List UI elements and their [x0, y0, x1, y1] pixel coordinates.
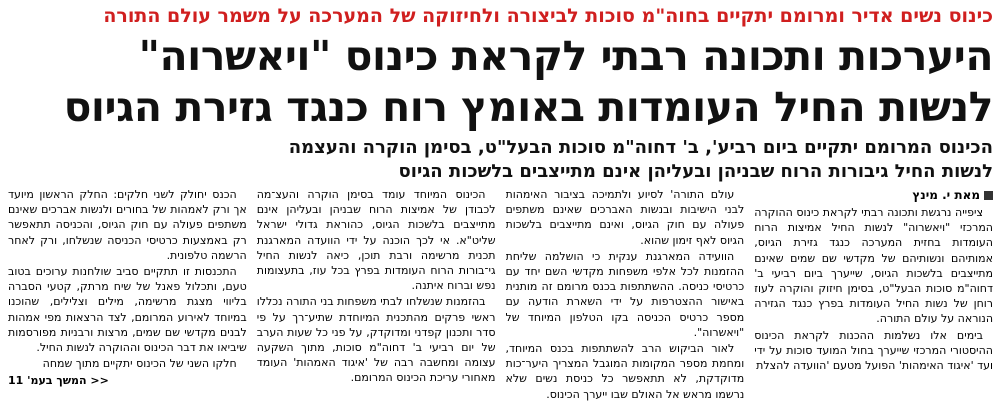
- paragraph: התכנסות זו תתקיים סביב שולחנות ערוכים בטוב טעם, ותכלול פאנל של שיח מרתק, קטעי הסברה בליווי מצגת מרשימה, מילים וצלילים, שהוכנו במיוחד לאירוע המרומם, לצד הרצאות מפי אמהות לבנים מקדשי שם שמים, מרצות ורבניות מפורסמות שיביאו את דבר הכינוס וההוקרה לנשות החיל.: [8, 265, 247, 355]
- subhead-line-2: לנשות החיל גיבורות הרוח שבניהן ובעליהן אינם מתייצבים בלשכות הגיוס: [398, 161, 993, 182]
- byline-square-icon: [984, 191, 993, 200]
- column-2: [506, 187, 745, 410]
- paragraph: בימים אלו נשלמות ההכנות לקראת הכינוס ההיסטורי המרכזי שייערך בחול המועד סוכות על ידי ועד 'איגוד האימהות' הפועל מטעם 'הוועדה להצלת: [754, 328, 993, 373]
- article-columns: [8, 187, 993, 410]
- paragraph: ציפייה נרגשת ותכונה רבתי לקראת כינוס ההוקרה המרכזי "ויאשרוה" לנשות החיל אמיצות הרוח העומדות בחזית המערכה כנגד גזירת הגיוס, אמותיהם ונשותיהם של מקדשי שם שמים שאינם מתייצבים בלשכות הגיוס, שייערך ביום רביעי ב' דחוה"מ סוכות הבעל"ט, בסימן חיזוק והוקרה לעוז רוחן של נשות החיל העומדות בפרץ כנגד הגזירה הנוראה על עולם התורה.: [754, 206, 993, 326]
- headline-line-2: לנשות החיל העומדות באומץ רוח כנגד גזירת הגיוס: [63, 83, 993, 131]
- paragraph: הכנס יחולק לשני חלקים: החלק הראשון מיועד אך ורק לאמהות של בחורים ולנשות אברכים שאינם משתפים פעולה עם חוק הגיוס, והכניסה תתאפשר רק באמצעות כרטיסי הכניסה שנשלחו, ורק לאחר הרשמה טלפונית.: [8, 188, 247, 262]
- kicker: כינוס נשים אדיר ומרומם יתקיים בחוה"מ סוכות לביצורה ולחיזוקה של המערכה על משמר עולם התורה: [103, 5, 993, 27]
- paragraph: הוועידה המארגנת ענקית כי הושלמה שליחת ההזמנות לכל אלפי משפחות מקדשי השם יחד עם כרטיסי כניסה. ההשתתפות בכנס מרומם זה מותנית באישור ההצטרפות על ידי השארת הודעה עם מספר כרטיס הכניסה בקו הטלפון המיוחד של "ויאשרוה".: [505, 249, 745, 339]
- headline-line-1: היערכות ותכונה רבתי לקראת כינוס "ויאשרוה": [138, 32, 993, 80]
- continued-on-page-link[interactable]: << המשך בעמ' 11: [8, 374, 109, 388]
- paragraph: הכינוס המיוחד עומד בסימן הוקרה והעצ־מה לכבודן של אמיצות הרוח שבניהן ובעליהן אינם מתייצבים בלשכות הגיוס, כהוראת גדולי ישראל שליט"א. אי לכך הוכנה על ידי הוועדה המארגנת תכנית מרשימה ורבת תוכן, כיאה לנשות החיל גי־בורות הרוח העומדות בפרץ בכל עוז, בתעצומות נפש וברוח איתנה.: [256, 188, 496, 293]
- paragraph: בהזמנות שנשלחו לבתי משפחות בני התורה נכללו ראשי פרקים מהתכנית המיוחדת שתיע־רך על פי סדר ותכנון קפדני ומדוקדק, על פני כל שעות הערב של יום רביעי ב' דחוה"מ סוכות, מתוך השקעה עצומה ומחשבה רבה של 'איגוד האמהות' העומד מאחורי עריכת הכינוס המרומם.: [256, 295, 496, 385]
- byline-text: מאת י. מינץ: [912, 188, 980, 202]
- paragraph: לאור הביקוש הרב להשתתפות בכנס המיוחד, ומחמת מספר המקומות המוגבל המצריך היער־כות מדוקדקת, לא תתאפשר כל כניסת נשים שלא נרשמו מראש אל האולם שבו ייערך הכינוס.: [505, 342, 745, 401]
- subhead-line-1: הכינוס המרומם יתקיים ביום רביע', ב' דחוה"מ סוכות הבעל"ט, בסימן הוקרה והעצמה: [288, 137, 993, 158]
- column-4: [8, 187, 247, 410]
- byline: [754, 187, 993, 203]
- column-3: [257, 187, 496, 410]
- column-1: [754, 187, 993, 410]
- paragraph: חלקו השני של הכינוס יתקיים מתוך שמחה: [42, 357, 237, 371]
- paragraph: עולם התורה' לסיוע ולתמיכה בציבור האימהות לבני הישיבות ובנשות האברכים שאינם משתפים פעולה עם חוק הגיוס, ואינם מתייצבים בלשכות הגיוס לאף זימון שהוא.: [505, 188, 745, 247]
